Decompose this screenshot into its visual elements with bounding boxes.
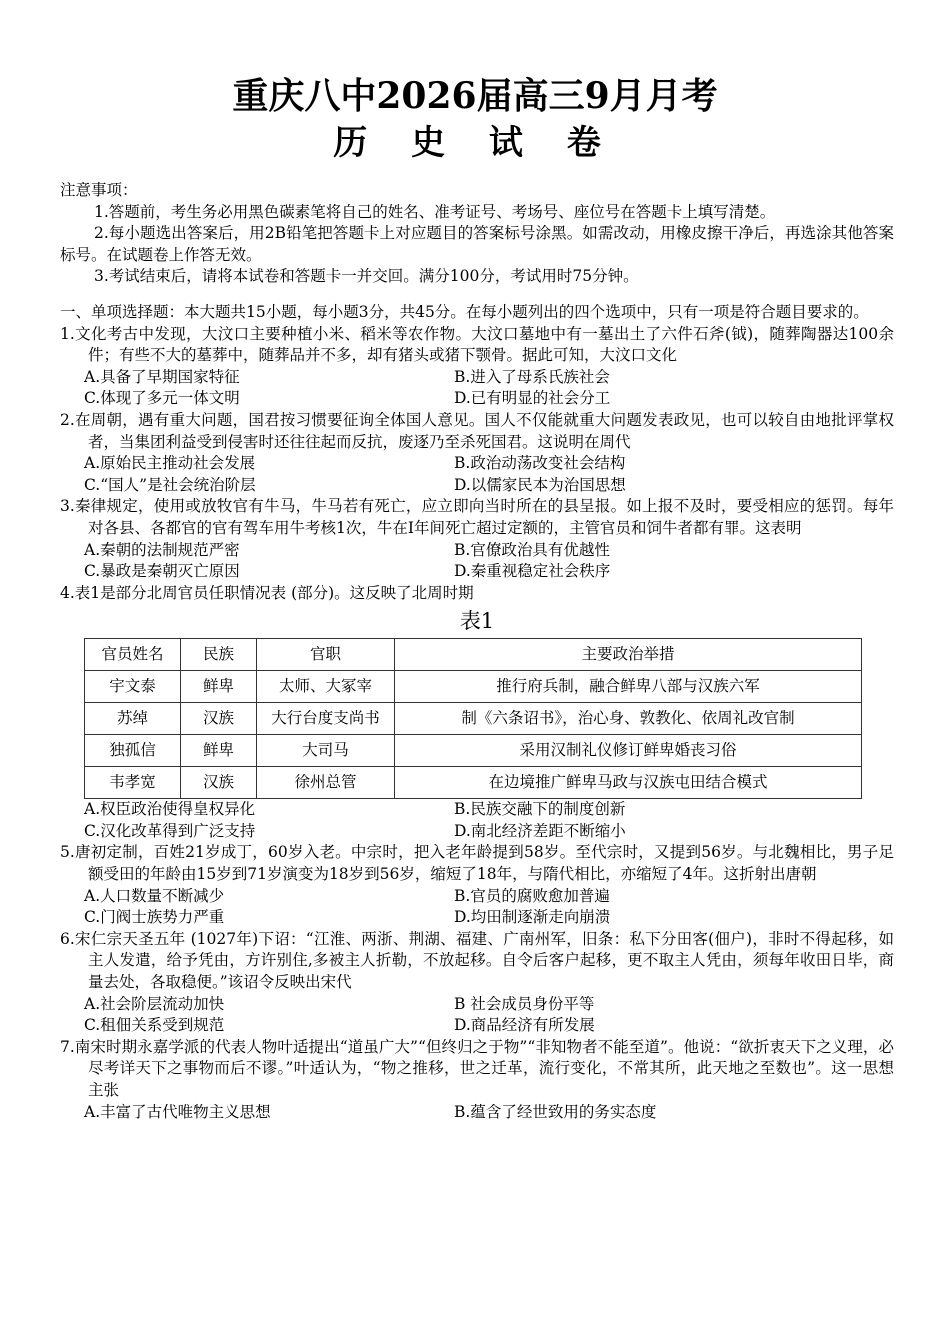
table-cell: 徐州总管	[257, 767, 395, 799]
option-c: C.体现了多元一体文明	[84, 389, 240, 408]
question-stem: 2.在周朝，遇有重大问题，国君按习惯要征询全体国人意见。国人不仅能就重大问题发表政见，也可以较自由地批评掌权者，当集团利益受到侵害时还往往起而反抗，废逐乃至杀死国君。这说明在周代	[60, 410, 894, 451]
table-header-cell: 主要政治举措	[395, 639, 862, 671]
question-5	[60, 842, 894, 928]
question-stem: 3.秦律规定，使用或放牧官有牛马，牛马若有死亡，应立即向当时所在的县呈报。如上报不及时，要受相应的惩罚。每年对各县、各都官的官有驾车用牛考核1次，牛在Ⅰ年间死亡超过定额的，主管官员和饲牛者都有罪。这表明	[60, 497, 894, 537]
question-stem: 5.唐初定制，百姓21岁成丁，60岁入老。中宗时，把入老年龄提到58岁。至代宗时，又提到56岁。与北魏相比，男子足额受田的年龄由15岁到71岁演变为18岁到56岁，缩短了18年，与隋代相比，亦缩短了4年。这折射出唐朝	[60, 843, 894, 884]
option-b: B.进入了母系氏族社会	[454, 367, 610, 386]
table-cell: 鲜卑	[181, 671, 257, 703]
option-d: D.商品经济有所发展	[454, 1016, 595, 1035]
option-d: D.秦重视稳定社会秩序	[454, 562, 611, 581]
question-stem: 6.宋仁宗天圣五年 (1027年)下诏：“江淮、两浙、荆湖、福建、广南州军，旧条：私下分田客(佃户)，非时不得起移，如主人发遣，给予凭由，方许别住,多被主人折勒，不放起移。自令后客户起移，更不取主人凭由，须每年收田日毕，商量去处，各取稳便。”该诏令反映出宋代	[60, 929, 894, 992]
table-cell: 苏绰	[85, 703, 181, 735]
option-c: C.“国人”是社会统治阶层	[84, 475, 256, 494]
table-row	[85, 671, 862, 703]
option-c: C.汉化改革得到广泛支持	[84, 821, 256, 840]
notice-item: 3.考试结束后，请将本试卷和答题卡一并交回。满分100分，考试用时75分钟。	[94, 267, 639, 286]
table-header-cell: 官职	[257, 639, 395, 671]
question-4	[60, 583, 894, 843]
option-d: D.以儒家民本为治国思想	[454, 475, 626, 494]
options	[84, 886, 894, 929]
option-a: A.社会阶层流动加快	[84, 994, 225, 1013]
section-heading: 一、单项选择题：本大题共15小题，每小题3分，共45分。在每小题列出的四个选项中，只有一项是符合题目要求的。	[60, 302, 869, 321]
option-d: D.南北经济差距不断缩小	[454, 821, 626, 840]
options	[84, 453, 894, 496]
option-a: A.秦朝的法制规范严密	[84, 540, 240, 559]
exam-title: 重庆八中2026届高三9月月考	[232, 75, 718, 117]
table-cell: 宇文泰	[85, 671, 181, 703]
option-b: B.官员的腐败愈加普遍	[454, 886, 610, 905]
table-row	[85, 767, 862, 799]
option-c: C.门阀士族势力严重	[84, 908, 225, 927]
table-cell: 在边境推广鲜卑马政与汉族屯田结合模式	[395, 767, 862, 799]
option-d: D.均田制逐渐走向崩溃	[454, 908, 611, 927]
table-cell: 独孤信	[85, 735, 181, 767]
table-row	[85, 735, 862, 767]
exam-body	[60, 180, 894, 1123]
table-cell: 推行府兵制，融合鲜卑八部与汉族六军	[395, 671, 862, 703]
table-cell: 鲜卑	[181, 735, 257, 767]
table-cell: 太师、大冢宰	[257, 671, 395, 703]
question-2	[60, 410, 894, 496]
options	[84, 799, 894, 842]
table-caption: 表1	[459, 609, 495, 634]
options	[84, 367, 894, 410]
table-header-cell: 民族	[181, 639, 257, 671]
option-b: B.民族交融下的制度创新	[454, 800, 626, 819]
question-1	[60, 324, 894, 410]
exam-subject-title: 历 史 试 卷	[333, 123, 617, 163]
question-stem: 7.南宋时期永嘉学派的代表人物叶适提出“道虽广大”“但终归之于物”“非知物者不能至道”。他说：“欲折衷天下之义理，必尽考详天下之事物而后不谬。”叶适认为，“物之推移，世之迁革，流行变化，不常其所，此天地之至数也”。这一思想主张	[60, 1037, 894, 1099]
option-c: C.暴政是秦朝灭亡原因	[84, 562, 240, 581]
question-stem: 1.文化考古中发现，大汶口主要种植小米、稻米等农作物。大汶口墓地中有一墓出土了六件石斧(钺)，随葬陶器达100余件；有些不大的墓葬中，随葬品并不多，却有猪头或猪下颚骨。据此可知，大汶口文化	[60, 324, 894, 365]
table-cell: 采用汉制礼仪修订鲜卑婚丧习俗	[395, 735, 862, 767]
option-b: B.政治动荡改变社会结构	[454, 454, 626, 473]
option-b: B.蕴含了经世致用的务实态度	[454, 1102, 657, 1121]
option-c: C.租佃关系受到规范	[84, 1016, 225, 1035]
table-cell: 大行台度支尚书	[257, 703, 395, 735]
question-stem: 4.表1是部分北周官员任职情况表 (部分)。这反映了北周时期	[60, 583, 474, 602]
question-7	[60, 1037, 894, 1123]
option-a: A.权臣政治使得皇权异化	[84, 800, 256, 819]
option-a: A.原始民主推动社会发展	[84, 454, 256, 473]
option-a: A.具备了早期国家特征	[84, 367, 240, 386]
table-cell: 汉族	[181, 703, 257, 735]
table-cell: 韦孝宽	[85, 767, 181, 799]
option-b: B 社会成员身份平等	[454, 994, 595, 1013]
option-d: D.已有明显的社会分工	[454, 389, 611, 408]
options	[84, 994, 894, 1037]
notice-title: 注意事项：	[60, 181, 138, 199]
question-3	[60, 496, 894, 582]
option-a: A.丰富了古代唯物主义思想	[84, 1102, 271, 1121]
table-cell: 大司马	[257, 735, 395, 767]
options	[84, 540, 894, 583]
option-a: A.人口数量不断减少	[84, 886, 225, 905]
option-b: B.官僚政治具有优越性	[454, 540, 610, 559]
table-row	[85, 703, 862, 735]
notice-item: 1.答题前，考生务必用黑色碳素笔将自己的姓名、准考证号、考场号、座位号在答题卡上填写清楚。	[94, 202, 776, 221]
officials-table	[84, 638, 862, 799]
table-cell: 制《六条诏书》，治心身、敦教化、依周礼改官制	[395, 703, 862, 735]
table-cell: 汉族	[181, 767, 257, 799]
table-header-row	[85, 639, 862, 671]
question-6	[60, 929, 894, 1037]
table-header-cell: 官员姓名	[85, 639, 181, 671]
options	[84, 1102, 894, 1124]
notice-item: 2.每小题选出答案后，用2B铅笔把答题卡上对应题目的答案标号涂黑。如需改动，用橡皮擦干净后，再选涂其他答案标号。在试题卷上作答无效。	[60, 224, 894, 264]
